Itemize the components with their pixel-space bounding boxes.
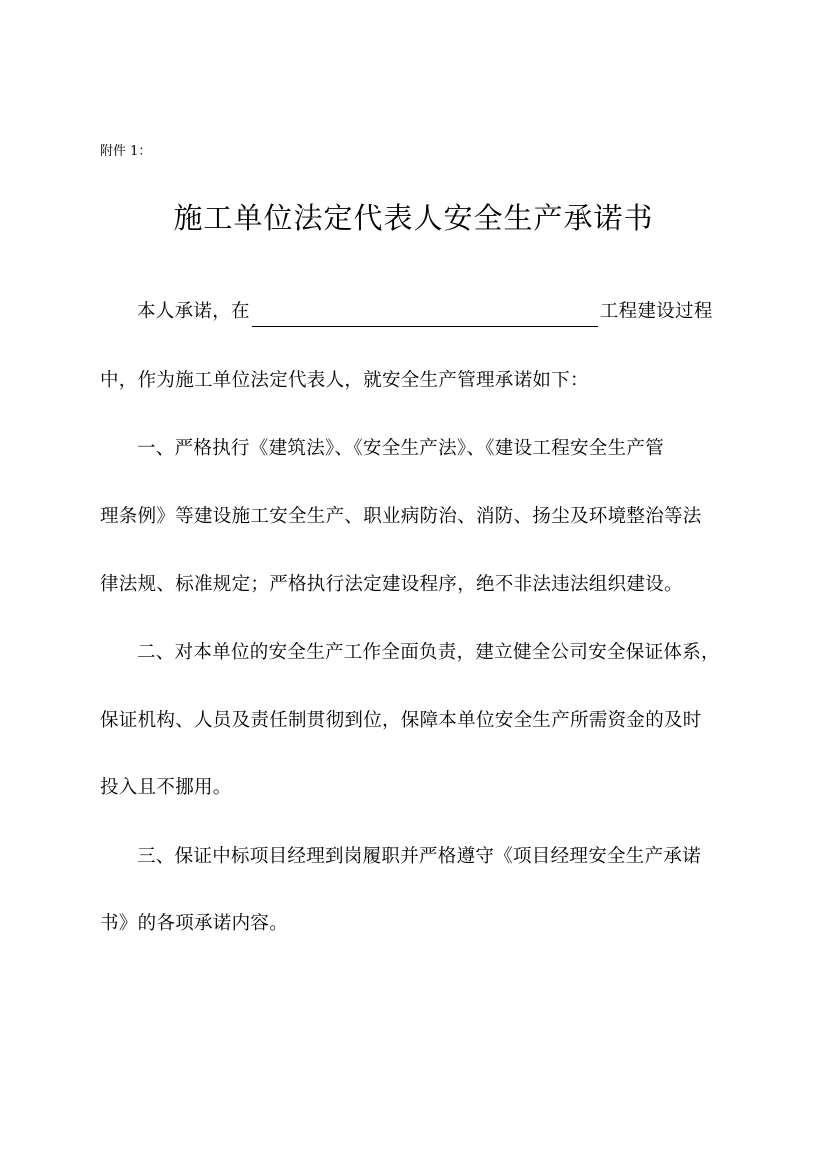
intro-after-blank: 工程建设过程 xyxy=(599,301,713,322)
clause-1-line-2: 理条例》等建设施工安全生产、职业病防治、消防、扬尘及环境整治等法 xyxy=(100,506,702,527)
clause-3-line-2: 书》的各项承诺内容。 xyxy=(100,913,289,934)
clause-1-line-3: 律法规、标准规定；严格执行法定建设程序，绝不非法违法组织建设。 xyxy=(100,574,683,595)
clause-2-line-1: 二、对本单位的安全生产工作全面负责，建立健全公司安全保证体系， xyxy=(137,642,720,663)
clause-3-line-1: 三、保证中标项目经理到岗履职并严格遵守《项目经理安全生产承诺 xyxy=(137,846,702,867)
intro-before-blank: 本人承诺，在 xyxy=(137,301,250,322)
intro-line-2: 中，作为施工单位法定代表人，就安全生产管理承诺如下： xyxy=(100,370,589,391)
project-name-blank xyxy=(252,304,598,327)
clause-2-line-3: 投入且不挪用。 xyxy=(100,777,232,798)
clause-2-line-2: 保证机构、人员及责任制贯彻到位，保障本单位安全生产所需资金的及时 xyxy=(100,710,702,731)
clause-1-line-1: 一、严格执行《建筑法》、《安全生产法》、《建设工程安全生产管 xyxy=(137,438,665,459)
attachment-label: 附件 1： xyxy=(100,144,152,159)
intro-line-1 xyxy=(100,297,767,327)
document-title: 施工单位法定代表人安全生产承诺书 xyxy=(173,201,654,235)
